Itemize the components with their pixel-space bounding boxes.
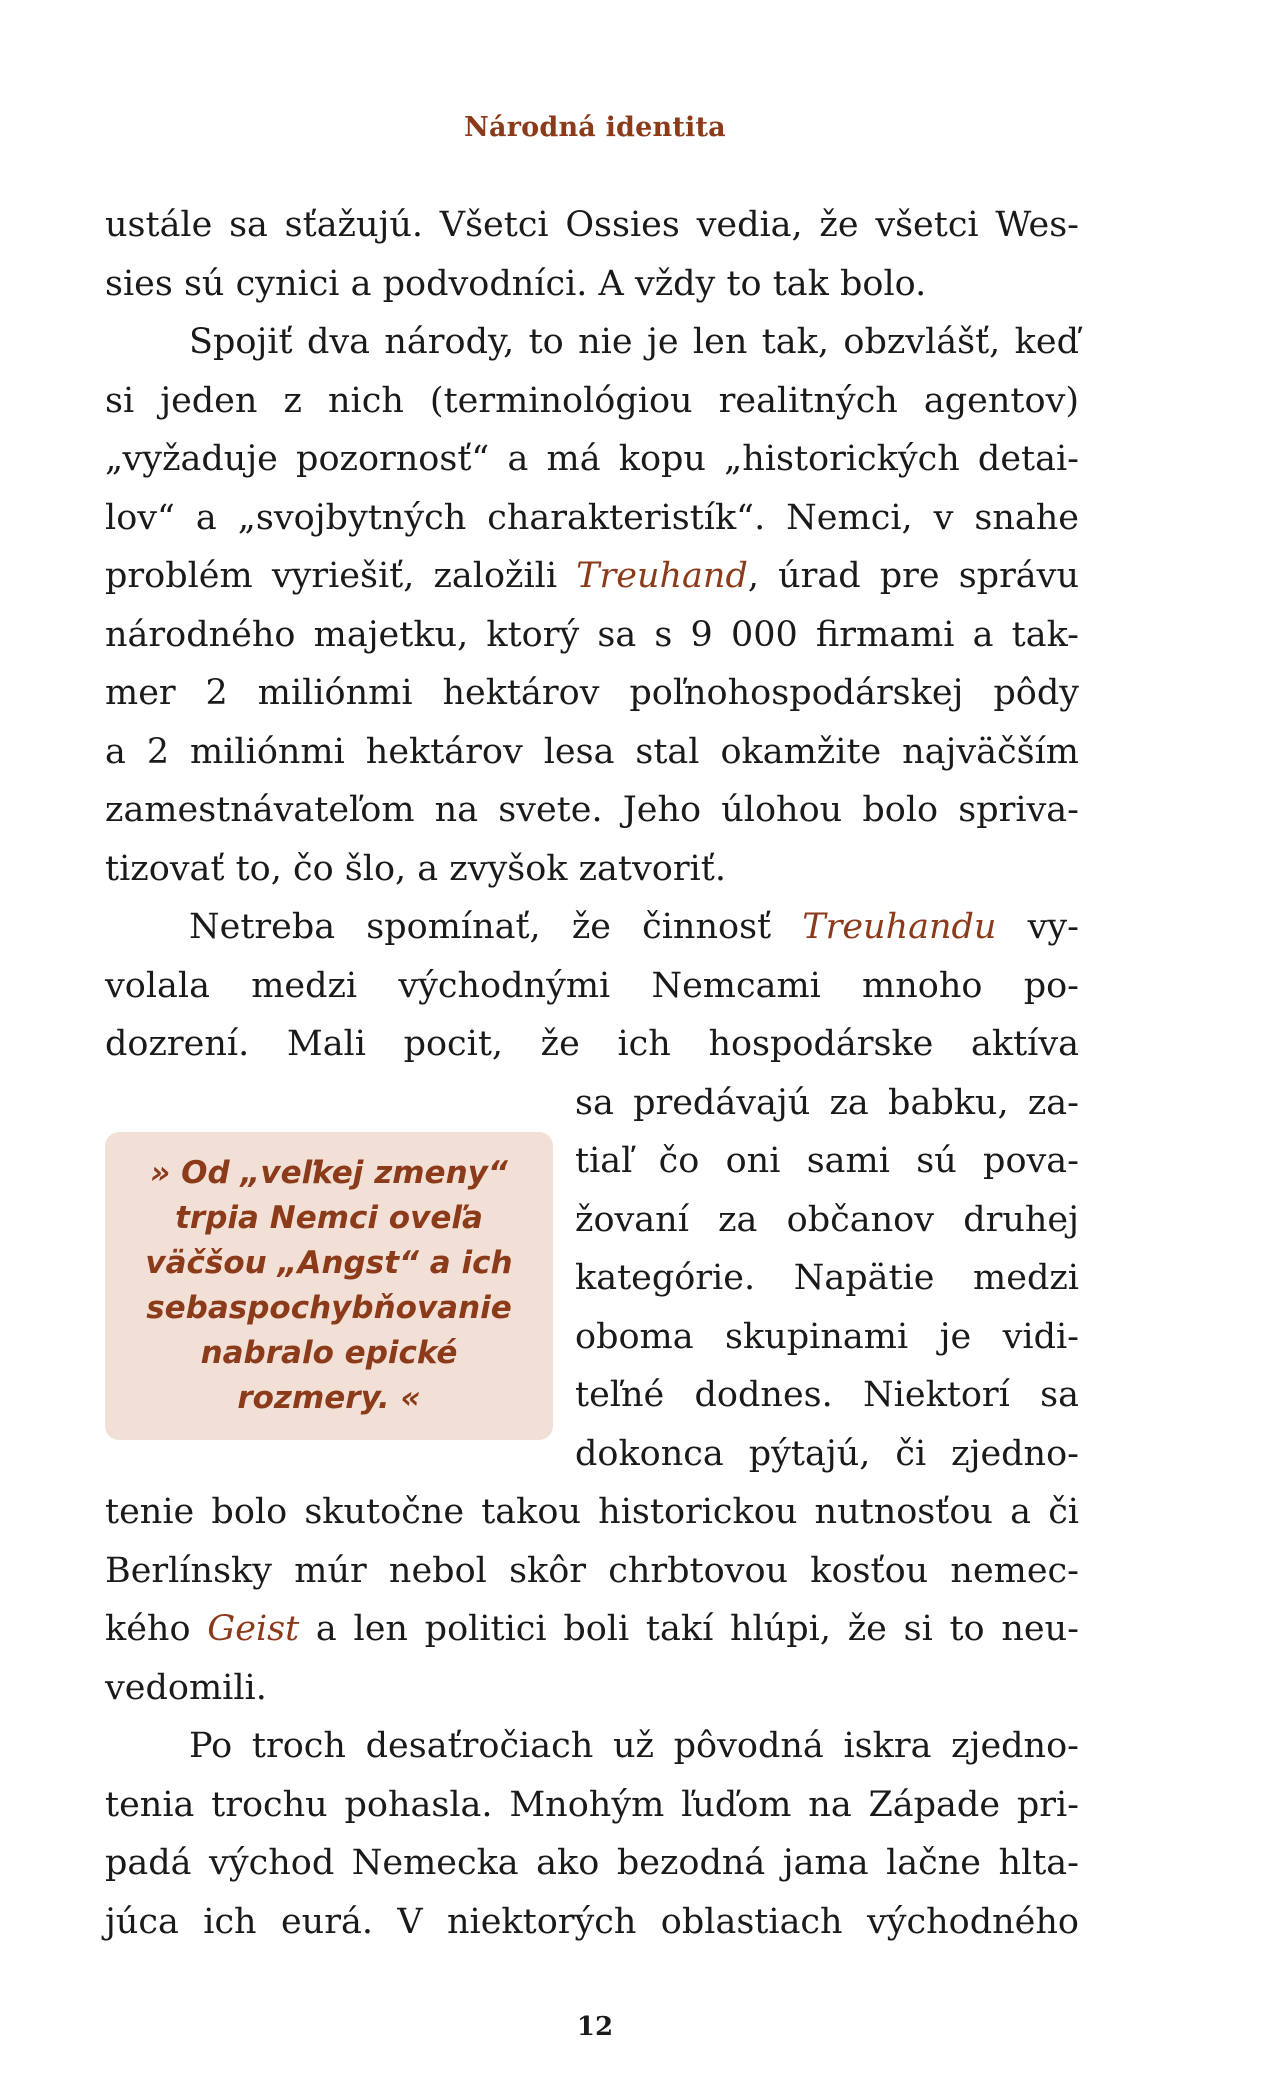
text-line: sies sú cynici a podvodníci. A vždy to tak bolo. <box>105 263 927 304</box>
text-line: oboma skupinami je vidi- <box>575 1316 1079 1357</box>
text-line: národného majetku, ktorý sa s 9 000 firmami a tak- <box>105 614 1079 655</box>
text-segment: kého <box>105 1609 208 1649</box>
text-line: tenia trochu pohasla. Mnohým ľuďom na Západe pri- <box>105 1784 1079 1825</box>
text-line: a 2 miliónmi hektárov lesa stal okamžite najväčším <box>105 731 1079 772</box>
text-line: mer 2 miliónmi hektárov poľnohospodárskej pôdy <box>105 673 1079 713</box>
text-line: teľné dodnes. Niektorí sa <box>575 1375 1079 1415</box>
text-line: tiaľ čo oni sami sú pova- <box>575 1141 1079 1181</box>
body-text <box>105 196 1079 1951</box>
text-line: Berlínsky múr nebol skôr chrbtovou kosťou nemec- <box>105 1550 1079 1591</box>
text-line <box>105 1600 1079 1659</box>
text-segment: , úrad pre správu <box>747 556 1079 596</box>
text-line: tenie bolo skutočne takou historickou nutnosťou a či <box>105 1492 1079 1532</box>
text-line <box>105 898 1079 957</box>
running-title: Národná identita <box>464 112 726 143</box>
text-line: sa predávajú za babku, za- <box>575 1082 1079 1123</box>
text-line: júca ich eurá. V niektorých oblastiach východného <box>105 1901 1079 1942</box>
text-line <box>105 547 1079 606</box>
text-line: žovaní za občanov druhej <box>575 1199 1079 1240</box>
emphasis-term: Geist <box>207 1609 300 1649</box>
emphasis-term: Treuhandu <box>802 907 997 947</box>
text-line: dokonca pýtajú, či zjedno- <box>575 1433 1079 1474</box>
text-line: Po troch desaťročiach už pôvodná iskra zjedno- <box>189 1726 1079 1766</box>
text-segment: problém vyriešiť, založili <box>105 556 577 596</box>
text-line: padá východ Nemecka ako bezodná jama lačne hlta- <box>105 1843 1079 1883</box>
text-line: „vyžaduje pozornosť“ a má kopu „historických detai- <box>105 439 1079 479</box>
text-line: tizovať to, čo šlo, a zvyšok zatvoriť. <box>105 848 726 889</box>
text-segment: a len politici boli takí hlúpi, že si to neu- <box>299 1609 1079 1649</box>
text-line: dozrení. Mali pocit, že ich hospodárske aktíva <box>105 1024 1079 1064</box>
text-line: vedomili. <box>105 1667 267 1708</box>
text-line: Spojiť dva národy, to nie je len tak, obzvlášť, keď <box>189 322 1079 362</box>
text-line: lov“ a „svojbytných charakteristík“. Nemci, v snahe <box>105 497 1079 538</box>
pull-quote-text: » Od „veľkej zmeny“ trpia Nemci oveľa väčšou „Angst“ a ich sebaspochybňovanie nabralo epické rozmery. « <box>145 1155 513 1416</box>
text-line: ustále sa sťažujú. Všetci Ossies vedia, že všetci Wes- <box>105 205 1079 245</box>
page-number: 12 <box>576 2012 614 2042</box>
text-segment: vy- <box>996 907 1080 947</box>
text-line: kategórie. Napätie medzi <box>575 1258 1079 1298</box>
emphasis-term: Treuhand <box>576 556 748 596</box>
text-line: zamestnávateľom na svete. Jeho úlohou bolo spriva- <box>105 790 1079 830</box>
text-segment: Netreba spomínať, že činnosť <box>189 907 803 947</box>
text-line: volala medzi východnými Nemcami mnoho po- <box>105 965 1079 1006</box>
text-line: si jeden z nich (terminológiou realitných agentov) <box>105 380 1079 421</box>
pull-quote-box <box>105 1132 553 1440</box>
